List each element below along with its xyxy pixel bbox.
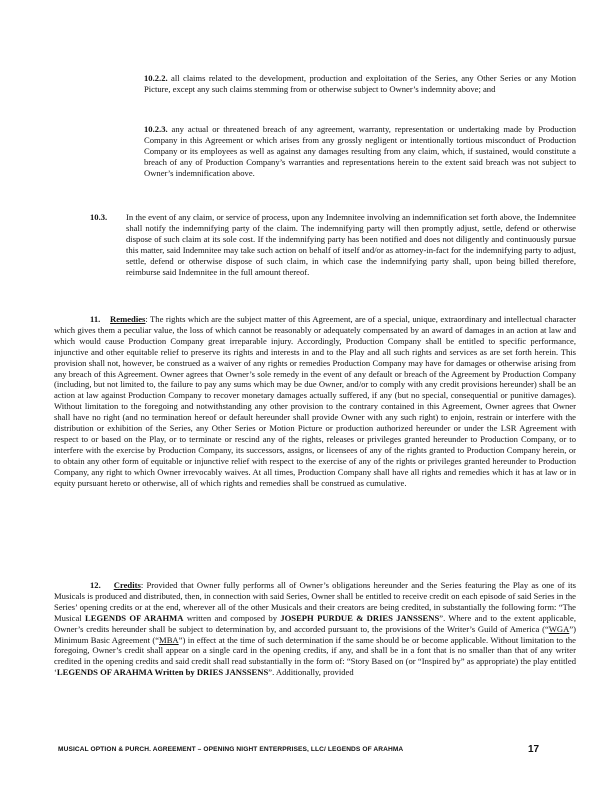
section-10-3 xyxy=(90,212,576,302)
section-text: any actual or threatened breach of any agreement, warranty, representation or undertaking made by Production Company in this Agreement or which arises from any grossly negligent or intentionally tortious misconduct of Production Company or its employees as well as against any damages resulting from any claim, which, if sustained, would constitute a breach of any of Production Company’s warranties and representations herein to the extent said breach was not subject to Owner’s indemnification above. xyxy=(144,124,576,178)
section-12-credits xyxy=(54,580,576,678)
section-text: all claims related to the development, production and exploitation of the Series, any Other Series or any Motion Picture, except any such claims stemming from or otherwise subject to Owner’s indemnity above; and xyxy=(144,73,576,94)
section-text: : Provided that Owner fully performs all of Owner’s obligations hereunder and the Series featuring the Play as one of its Musicals is produced and distributed, then, in connection with said Series, Owner shall be entitled to receive credit on each episode of said Series in the Series’ opening credits or at the end, wherever all of the other Musicals and their creators are being credited, in substantially the following form: “The Musical xyxy=(54,580,576,623)
section-11-remedies xyxy=(54,314,576,489)
section-text: : The rights which are the subject matter of this Agreement, are of a special, unique, extraordinary and intellectual character which gives them a peculiar value, the loss of which cannot be reasonably or adequately compensated by an award of damages in an action at law and which would cause Production Company great irreparable injury. Accordingly, Production Company shall be entitled to specific performance, injunctive and other equitable relief to preserve its rights and interests in and to the Play and all such rights and services as are set forth herein. This provision shall not, however, be construed as a waiver of any rights or remedies Production Company may have for damages or otherwise arising from any breach of this Agreement. Owner agrees that Owner’s sole remedy in the event of any default or breach of the Agreement by Production Company (including, but not limited to, the failure to pay any sums which may be due Owner, and/or to comply with any credit provisions hereunder) shall be an action at law against Production Company to recover monetary damages actually suffered, if any (but no special, consequential or punitive damages). Without limitation to the foregoing and notwithstanding any other provision to the contrary contained in this Agreement, Owner agrees that Owner shall have no right (and no termination hereof or default hereunder shall provide Owner with any such right) to enjoin, restrain or interfere with the distribution or exhibition of the Series, any Other Series or Motion Picture or production authorized hereunder or under the LSR Agreement with respect to or based on the Play, or to terminate or rescind any of the rights, releases or privileges granted hereunder to Production Company, or to interfere with the exercise by Production Company, its successors, assigns, or licensees of any of the rights granted to Production Company herein, or to obtain any other form of equitable or injunctive relief with respect to the exercise of any of the rights or privileges granted hereunder to Production Company, any right to which Owner irrevocably waives. At all times, Production Company shall have all rights and remedies which it has at law or in equity pursuant hereto or otherwise, all of which rights and remedies shall be construed as cumulative. xyxy=(54,314,576,488)
credited-authors: JOSEPH PURDUE & DRIES JANSSENS xyxy=(280,612,440,623)
section-text: ”) Minimum Basic Agreement (“ xyxy=(54,623,576,645)
section-10-2-3 xyxy=(144,124,576,179)
section-number: 10.2.3. xyxy=(144,124,168,134)
wga-term: WGA xyxy=(548,623,570,634)
mba-term: MBA xyxy=(159,634,179,645)
section-text: written and composed by xyxy=(183,612,281,623)
section-heading: Remedies xyxy=(110,314,146,324)
musical-title: LEGENDS OF ARAHMA xyxy=(85,612,184,623)
section-number: 10.2.2. xyxy=(144,73,168,83)
play-credit: LEGENDS OF ARAHMA Written by DRIES JANSSENS xyxy=(56,667,269,678)
section-number: 11. xyxy=(90,314,101,324)
section-text: ”. Where and to the extent applicable, Owner’s credits hereunder shall be subject to determination by, and accorded pursuant to, the provisions of the Writer’s Guild of America (“ xyxy=(54,612,576,634)
section-heading: Credits xyxy=(113,580,141,590)
page-number: 17 xyxy=(528,744,540,755)
section-number: 10.3. xyxy=(90,212,108,222)
section-text: In the event of any claim, or service of process, upon any Indemnitee involving an indemnification set forth above, the Indemnitee shall notify the indemnifying party of the claim. The indemnifying party will then promptly adjust, settle, defend or otherwise dispose of such claim at its sole cost. If the indemnifying party has been notified and does not diligently and continuously pursue this matter, said Indemnitee may take such action on behalf of itself and/or as attorney-in-fact for the indemnifying party to adjust, settle, defend or otherwise dispose of such claim, in which case the indemnifying party shall, upon being billed therefore, reimburse said Indemnitee in the full amount thereof. xyxy=(126,212,576,277)
section-text: ”) in effect at the time of such determination if the same should be or become applicable. Without limitation to the foregoing, Owner’s credit shall appear on a single card in the opening credits, if any, and shall be in a font that is no smaller than that of any writer credited in the opening credits and said credit shall read substantially in the form of: “Story Based on (or “Inspired by” as appropriate) the play entitled ‘ xyxy=(54,634,576,678)
section-10-2-2 xyxy=(144,73,576,95)
section-number: 12. xyxy=(90,580,101,590)
section-text: ”. Additionally, provided xyxy=(268,667,354,678)
footer-title: MUSICAL OPTION & PURCH. AGREEMENT – OPENING NIGHT ENTERPRISES, LLC/ LEGENDS OF ARAHMA xyxy=(58,746,404,753)
